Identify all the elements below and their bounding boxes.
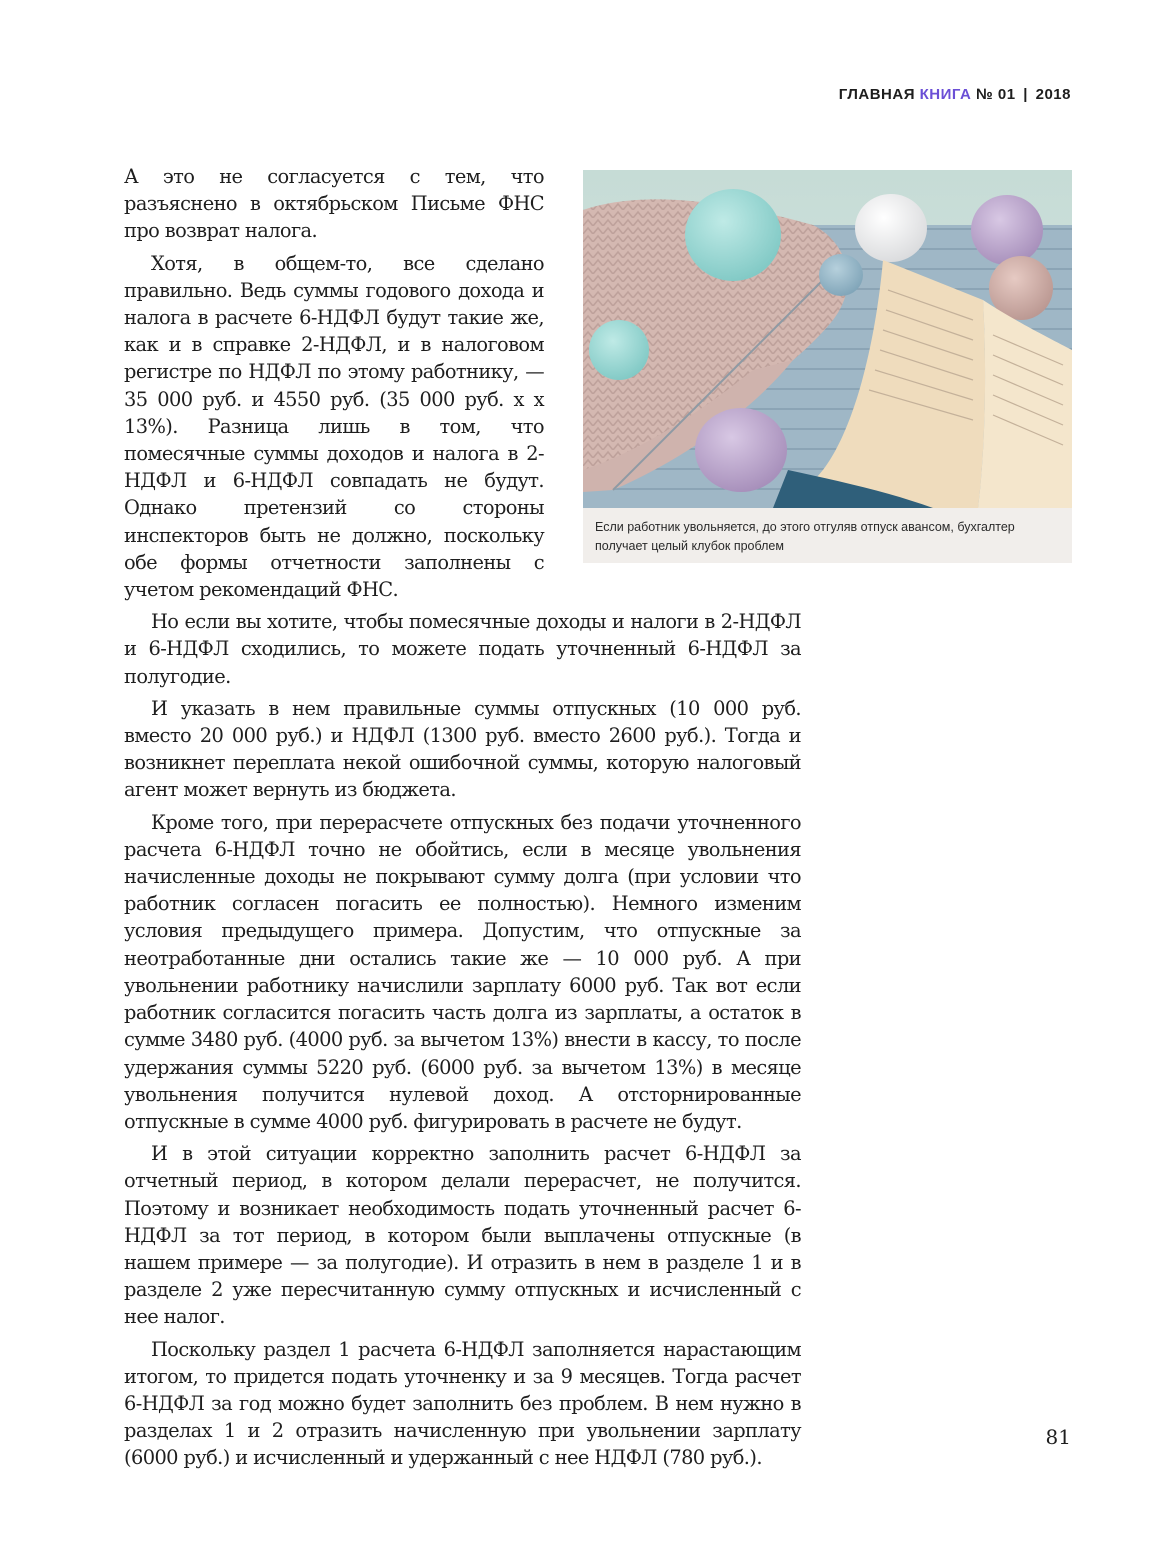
running-header <box>839 86 1071 103</box>
paragraph: А это не согласуется с тем, что разъяснено в октябрьском Письме ФНС про возврат налога. <box>124 165 544 243</box>
paragraph: И указать в нем правильные суммы отпускных (10 000 руб. вместо 20 000 руб.) и НДФЛ (1300 руб. вместо 2600 руб.). Тогда и возникнет переплата некой ошибочной суммы, которую налоговый агент может вернуть из бюджета. <box>124 696 801 802</box>
page-number: 81 <box>1045 1425 1071 1449</box>
paragraph: Поскольку раздел 1 расчета 6-НДФЛ заполняется нарастающим итогом, то придется подать уточненку и за 9 месяцев. Тогда расчет 6-НДФЛ за год можно будет заполнить без проблем. В нем нужно в разделах 1 и 2 отразить начисленную при увольнении зарплату (6000 руб.) и исчисленный и удержанный с нее НДФЛ (780 руб.). <box>124 1337 801 1470</box>
header-divider: | <box>1023 86 1028 103</box>
paragraph: Но если вы хотите, чтобы помесячные доходы и налоги в 2-НДФЛ и 6-НДФЛ сходились, то можете подать уточненный 6-НДФЛ за полугодие. <box>124 610 801 688</box>
article-body <box>124 163 801 1477</box>
issue-number: № 01 <box>976 86 1016 103</box>
magazine-name-part2: КНИГА <box>919 86 972 103</box>
issue-year: 2018 <box>1035 86 1071 103</box>
paragraph: Кроме того, при перерасчете отпускных без подачи уточненного расчета 6-НДФЛ точно не обойтись, если в месяце увольнения начисленные доходы не покрывают сумму долга (при условии что работник согласен погасить ее полностью). Немного изменим условия предыдущего примера. Допустим, что отпускные за неотработанные дни остались такие же — 10 000 руб. А при увольнении работнику начислили зарплату 6000 руб. Так вот если работник согласится погасить часть долга из зарплаты, а остаток в сумме 3480 руб. (4000 руб. за вычетом 13%) внести в кассу, то после удержания суммы 5220 руб. (6000 руб. за вычетом 13%) в месяце увольнения получится нулевой доход. А отсторнированные отпускные в сумме 4000 руб. фигурировать в расчете не будут. <box>124 810 801 1133</box>
paragraph: И в этой ситуации корректно заполнить расчет 6-НДФЛ за отчетный период, в котором делали перерасчет, не получится. Поэтому и возникает необходимость подать уточненный расчет 6-НДФЛ за тот период, в котором были выплачены отпускные (в нашем примере — за полугодие). И отразить в нем в разделе 1 и в разделе 2 уже пересчитанную сумму отпускных и исчисленный с нее налог. <box>124 1142 801 1329</box>
paragraph: Хотя, в общем-то, все сделано правильно. Ведь суммы годового дохода и налога в расчете 6-НДФЛ будут такие же, как и в справке 2-НДФЛ, и в налоговом регистре по НДФЛ по этому работнику, — 35 000 руб. и 4550 руб. (35 000 руб. х х 13%). Разница лишь в том, что помесячные суммы доходов и налога в 2-НДФЛ и 6-НДФЛ совпадать не будут. Однако претензий со стороны инспекторов быть не должно, поскольку обе формы отчетности заполнены с учетом рекомендаций ФНС. <box>124 251 544 602</box>
magazine-name-part1: ГЛАВНАЯ <box>838 86 915 103</box>
photo-caption: Если работник увольняется, до этого отгуляв отпуск авансом, бухгалтер получает целый клубок проблем <box>595 520 1015 553</box>
